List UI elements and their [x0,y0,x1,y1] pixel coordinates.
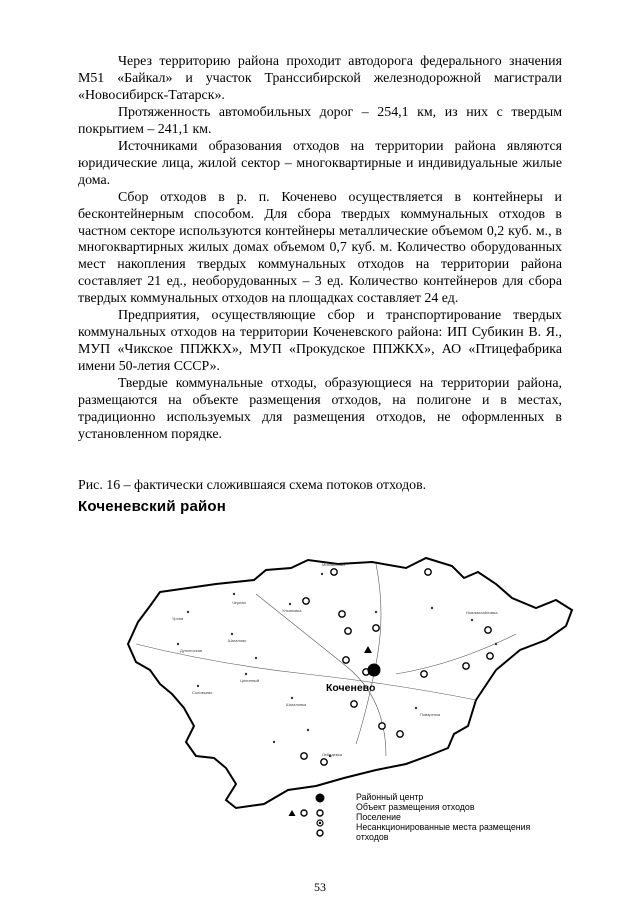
svg-text:Шагалово: Шагалово [228,638,247,643]
svg-text:Соловьево: Соловьево [192,690,213,695]
waste-facility-marker [364,646,372,653]
figure-caption: Рис. 16 – фактически сложившаяся схема потоков отходов. [78,478,427,493]
legend-item: Объект размещения отходов [356,802,475,812]
svg-text:Уртам: Уртам [172,616,184,621]
svg-text:Михайловка: Михайловка [322,562,345,567]
district-center-marker [368,664,381,677]
legend-symbols [289,794,325,837]
body-text [78,54,562,444]
svg-text:Новомихайловка: Новомихайловка [466,610,498,615]
legend-item: Поселение [356,812,401,822]
district-map [76,494,576,854]
paragraph: Твердые коммунальные отходы, образующиеся на территории района, размещаются на объекте размещения отходов, на полигоне и в местах, традиционно используемых для размещения отходов, не оформленных в установленном порядке. [78,376,562,442]
map-legend [328,792,530,842]
svg-text:Шагаловка: Шагаловка [286,702,307,707]
legend-item: Районный центр [356,792,424,802]
legend-item: Несанкционированные места размещения [356,822,531,832]
paragraph: Через территорию района проходит автодорога федерального значения М51 «Байкал» и участок Транссибирской железнодорожной магистрали «Новосибирск-Татарск». [78,54,562,103]
waste-site-markers [301,569,493,765]
paragraph: Протяженность автомобильных дорог – 254,1 км, из них с твердым покрытием – 241,1 км. [78,104,562,137]
settlement-markers [177,573,497,757]
paragraph: Источниками образования отходов на территории района являются юридические лица, жилой сектор – многоквартирные и индивидуальные жилые дома. [78,138,562,188]
district-center-label: Коченево [326,682,376,694]
svg-text:Лебедевка: Лебедевка [322,752,342,757]
svg-text:Ульяновка: Ульяновка [282,608,302,613]
legend-item: отходов [356,832,389,842]
svg-text:Дупленская: Дупленская [180,648,202,653]
road [356,564,381,744]
paragraph: Предприятия, осуществляющие сбор и транспортирование твердых коммунальных отходов на территории Коченевского района: ИП Субикин В. Я., МУП «Чикское ППЖКХ», МУП «Прокудское ППЖКХ», АО «Птицефабрика имени 50-летия СССР». [78,308,562,375]
paragraph: Сбор отходов в р. п. Коченево осуществляется в контейнеры и бесконтейнерным способом. Для сбора твердых коммунальных отходов в частном секторе используются контейнеры металлические объемом 0,2 куб. м., в многоквартирных жилых домах объемом 0,7 куб. м. Количество оборудованных мест накопления твердых коммунальных отходов на территории района составляет 21 ед., необорудованных – 3 ед. Количество контейнеров для сбора твердых коммунальных отходов на площадках составляет 24 ед. [78,189,562,307]
svg-text:Черная: Черная [232,600,246,605]
svg-text:Целинный: Целинный [240,678,260,683]
svg-text:Поваренка: Поваренка [420,712,441,717]
map-title: Коченевский район [78,498,227,515]
page-number: 53 [314,880,326,894]
